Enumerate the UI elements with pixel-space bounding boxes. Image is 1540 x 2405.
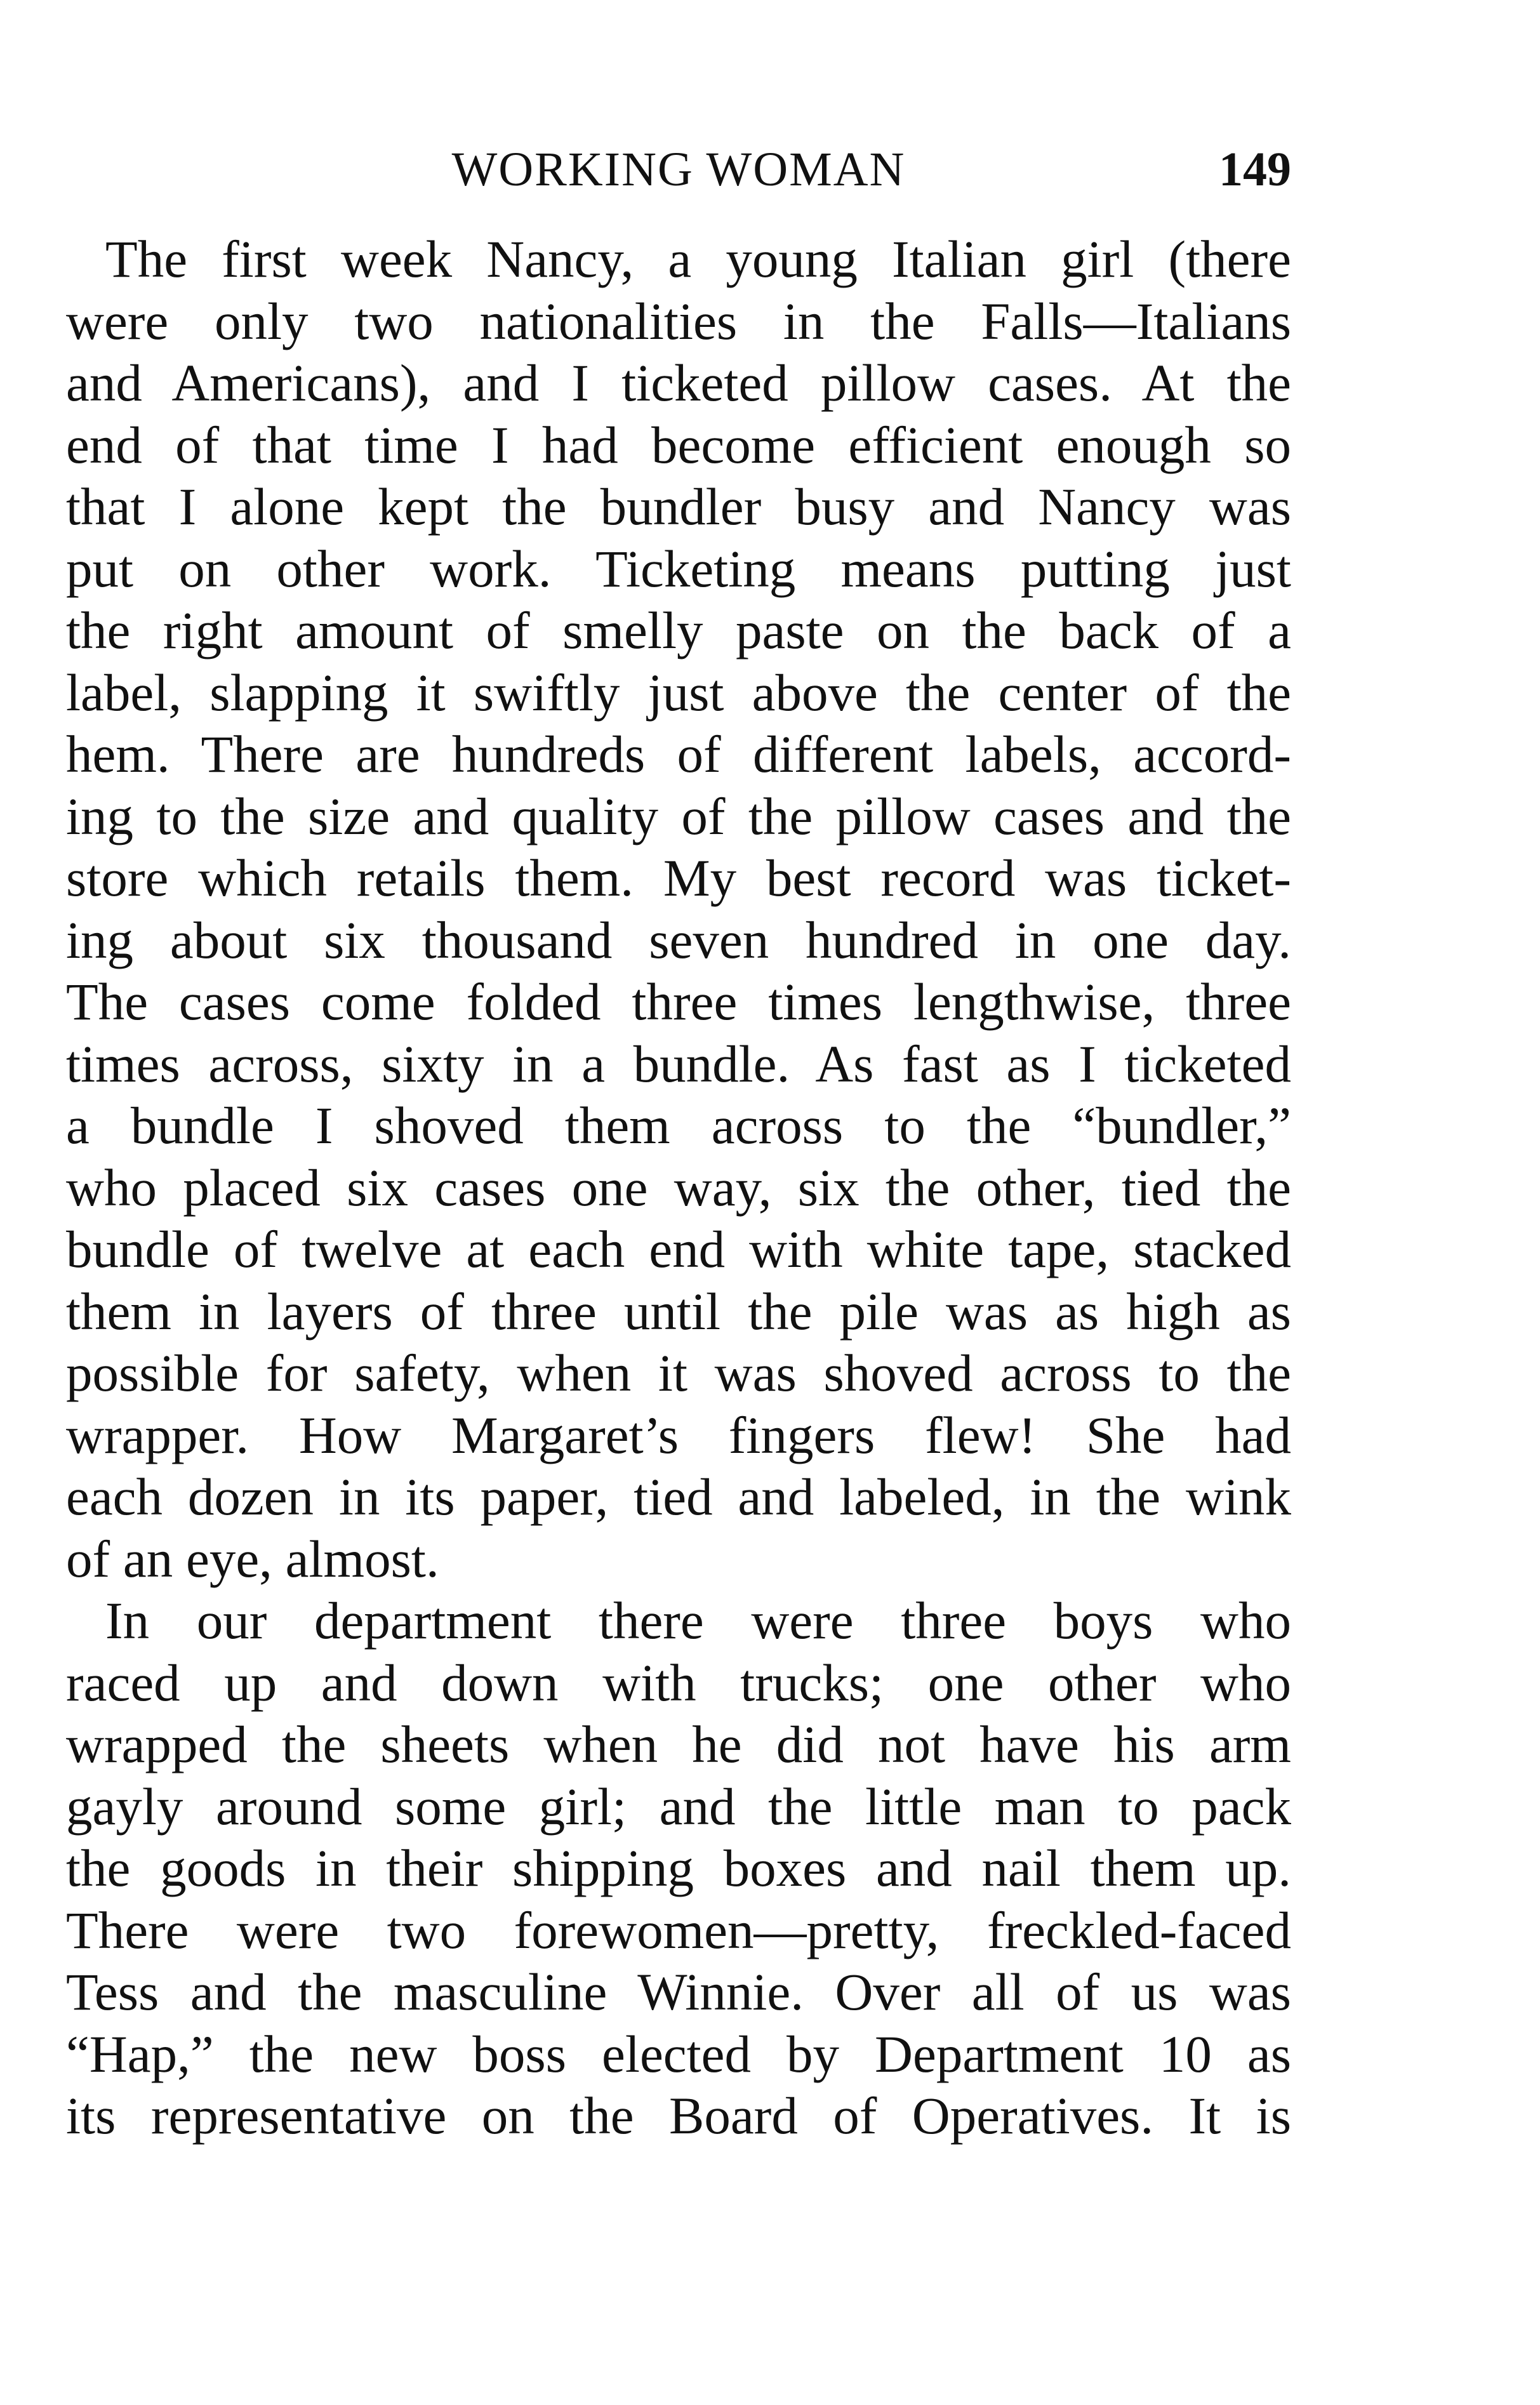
text-line: ing about six thousand seven hundred in one day. [66, 910, 1291, 969]
text-line: raced up and down with trucks; one other who [66, 1653, 1291, 1712]
text-line: bundle of twelve at each end with white tape, stacked [66, 1220, 1291, 1278]
text-line: The cases come folded three times lengthwise, three [66, 972, 1291, 1031]
text-line: the right amount of smelly paste on the back of a [66, 601, 1291, 659]
text-line: Tess and the masculine Winnie. Over all of us was [66, 1963, 1291, 2021]
text-line: There were two forewomen—pretty, freckled-faced [66, 1900, 1291, 1959]
text-line: the goods in their shipping boxes and nail them up. [66, 1839, 1291, 1897]
text-line: wrapper. How Margaret’s fingers flew! She had [66, 1405, 1291, 1464]
text-line: who placed six cases one way, six the other, tied the [66, 1158, 1291, 1217]
text-line: possible for safety, when it was shoved across to the [66, 1344, 1291, 1402]
paragraph-2 [66, 1590, 1291, 2147]
text-line: and Americans), and I ticketed pillow cases. At the [66, 354, 1291, 412]
text-line: In our department there were three boys who [105, 1591, 1291, 1650]
text-line: label, slapping it swiftly just above the center of the [66, 663, 1291, 722]
text-line: them in layers of three until the pile was as high as [66, 1282, 1291, 1341]
text-line: each dozen in its paper, tied and labeled, in the wink [66, 1468, 1291, 1526]
text-line: The first week Nancy, a young Italian girl (there [105, 230, 1291, 288]
text-line: its representative on the Board of Operatives. It is [66, 2086, 1291, 2145]
text-line: hem. There are hundreds of different labels, accord- [66, 725, 1291, 783]
text-line: wrapped the sheets when he did not have his arm [66, 1715, 1291, 1773]
text-line: times across, sixty in a bundle. As fast as I ticketed [66, 1034, 1291, 1093]
running-title: WORKING WOMAN [451, 143, 906, 196]
text-line: gayly around some girl; and the little man to pack [66, 1777, 1291, 1836]
text-line: put on other work. Ticketing means putting just [66, 539, 1291, 598]
text-line: store which retails them. My best record was ticket- [66, 849, 1291, 907]
text-line: “Hap,” the new boss elected by Department 10 as [66, 2024, 1291, 2083]
text-line: a bundle I shoved them across to the “bundler,” [66, 1096, 1291, 1155]
text-line: that I alone kept the bundler busy and Nancy was [66, 477, 1291, 536]
page-number: 149 [1219, 143, 1291, 196]
paragraph-1 [66, 229, 1291, 1590]
text-line: were only two nationalities in the Falls—Italians [66, 291, 1291, 350]
text-line: of an eye, almost. [66, 1529, 439, 1588]
body-text [66, 229, 1291, 2147]
text-line: ing to the size and quality of the pillow cases and the [66, 786, 1291, 845]
text-line: end of that time I had become efficient enough so [66, 415, 1291, 474]
page-header [66, 135, 1291, 204]
